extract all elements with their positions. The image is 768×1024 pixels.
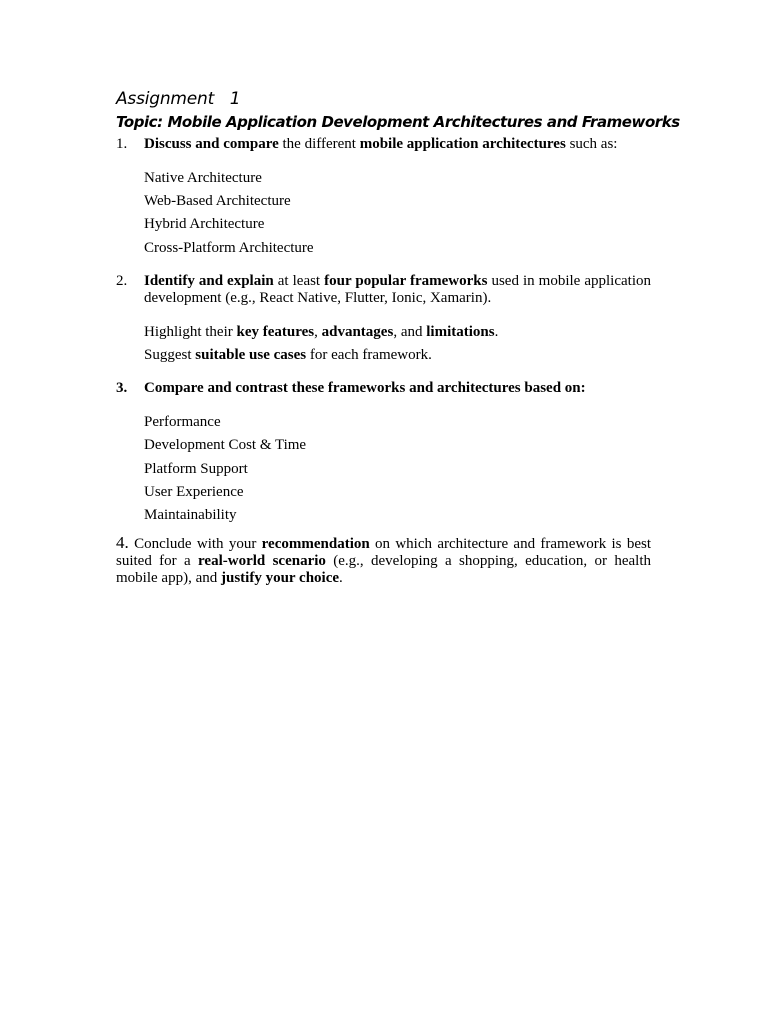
q4-key3: justify your choice xyxy=(220,570,340,587)
bullet-icon xyxy=(116,347,144,370)
q4-mid2: (e.g., developing a shopping, education, or health mobile app), and xyxy=(116,553,652,587)
q2-b1-end: . xyxy=(494,323,499,340)
list-item-text: Platform Support xyxy=(144,460,248,477)
q4-mid: on which architecture and framework is best suited for a xyxy=(116,536,651,570)
list-item xyxy=(116,347,651,370)
bullet-icon xyxy=(116,170,144,193)
q2-b1-sep2: , and xyxy=(393,323,427,340)
q1-architecture-list xyxy=(116,170,651,263)
list-item xyxy=(116,324,651,347)
q4-end: . xyxy=(339,570,343,587)
list-item-text: Performance xyxy=(144,414,221,431)
list-item-text: Native Architecture xyxy=(144,170,262,186)
question-2-number: 2. xyxy=(116,272,128,289)
bullet-icon xyxy=(116,193,144,216)
bullet-icon xyxy=(116,216,144,239)
list-item-text: Cross-Platform Architecture xyxy=(144,239,314,256)
list-item-text xyxy=(144,324,498,347)
q4-key2: real-world scenario xyxy=(198,553,326,570)
q2-b2-key: suitable use cases xyxy=(195,346,307,363)
question-1-number: 1. xyxy=(116,136,128,152)
bullet-icon xyxy=(116,414,144,437)
q1-bold: mobile application architectures xyxy=(359,136,566,152)
q2-tail: used in mobile application development (e.g., React Native, Flutter, Ionic, Xamarin). xyxy=(144,272,651,306)
q2-bold: four popular frameworks xyxy=(324,272,488,289)
q2-b2-end: for each framework. xyxy=(306,346,432,363)
bullet-icon xyxy=(116,324,144,347)
question-1-text xyxy=(144,136,651,153)
list-item-text: Hybrid Architecture xyxy=(144,216,265,233)
question-2-text xyxy=(144,273,651,307)
list-item-text: Maintainability xyxy=(144,506,237,523)
title-number: 1 xyxy=(229,89,241,109)
q1-lead: Discuss and compare xyxy=(144,136,279,152)
q2-b1-sep1: , xyxy=(314,323,322,340)
list-item-text: Development Cost & Time xyxy=(144,437,307,454)
list-item xyxy=(116,216,651,239)
topic-heading: Topic: Mobile Application Development Architectures and Frameworks xyxy=(116,113,680,131)
document-body xyxy=(116,88,680,587)
q2-b1-key1: key features xyxy=(236,323,315,340)
q2-lead: Identify and explain xyxy=(144,272,274,289)
bullet-icon xyxy=(116,437,144,460)
question-3-text: Compare and contrast these frameworks and architectures based on: xyxy=(144,380,586,397)
list-item-text xyxy=(144,347,432,370)
list-item-text: User Experience xyxy=(144,483,244,500)
bullet-icon xyxy=(116,240,144,263)
list-item xyxy=(116,484,651,507)
question-3 xyxy=(116,380,651,397)
q2-b1-key3: limitations xyxy=(426,323,495,340)
q2-b1-pre: Highlight their xyxy=(144,323,237,340)
list-item xyxy=(116,170,651,193)
list-item-text: Web-Based Architecture xyxy=(144,193,291,210)
list-item xyxy=(116,414,651,437)
q2-mid: at least xyxy=(273,272,325,289)
bullet-icon xyxy=(116,461,144,484)
question-1 xyxy=(116,136,651,153)
list-item xyxy=(116,461,651,484)
bullet-icon xyxy=(116,507,144,530)
q1-mid: the different xyxy=(278,136,360,152)
q2-bullet-list xyxy=(116,324,651,370)
list-item xyxy=(116,240,651,263)
list-item xyxy=(116,437,651,460)
title-word: Assignment xyxy=(116,89,215,109)
q3-criteria-list xyxy=(116,414,651,530)
question-4-number: 4. xyxy=(116,533,129,553)
list-item xyxy=(116,193,651,216)
list-item xyxy=(116,507,651,530)
assignment-title xyxy=(116,88,651,110)
q2-b2-pre: Suggest xyxy=(144,346,196,363)
question-3-number: 3. xyxy=(116,380,128,397)
q4-pre: Conclude with your xyxy=(128,536,262,553)
q4-key1: recommendation xyxy=(261,536,370,553)
q2-b1-key2: advantages xyxy=(321,323,394,340)
question-2 xyxy=(116,273,651,307)
bullet-icon xyxy=(116,484,144,507)
q1-tail: such as: xyxy=(565,136,618,152)
question-4 xyxy=(116,534,651,587)
